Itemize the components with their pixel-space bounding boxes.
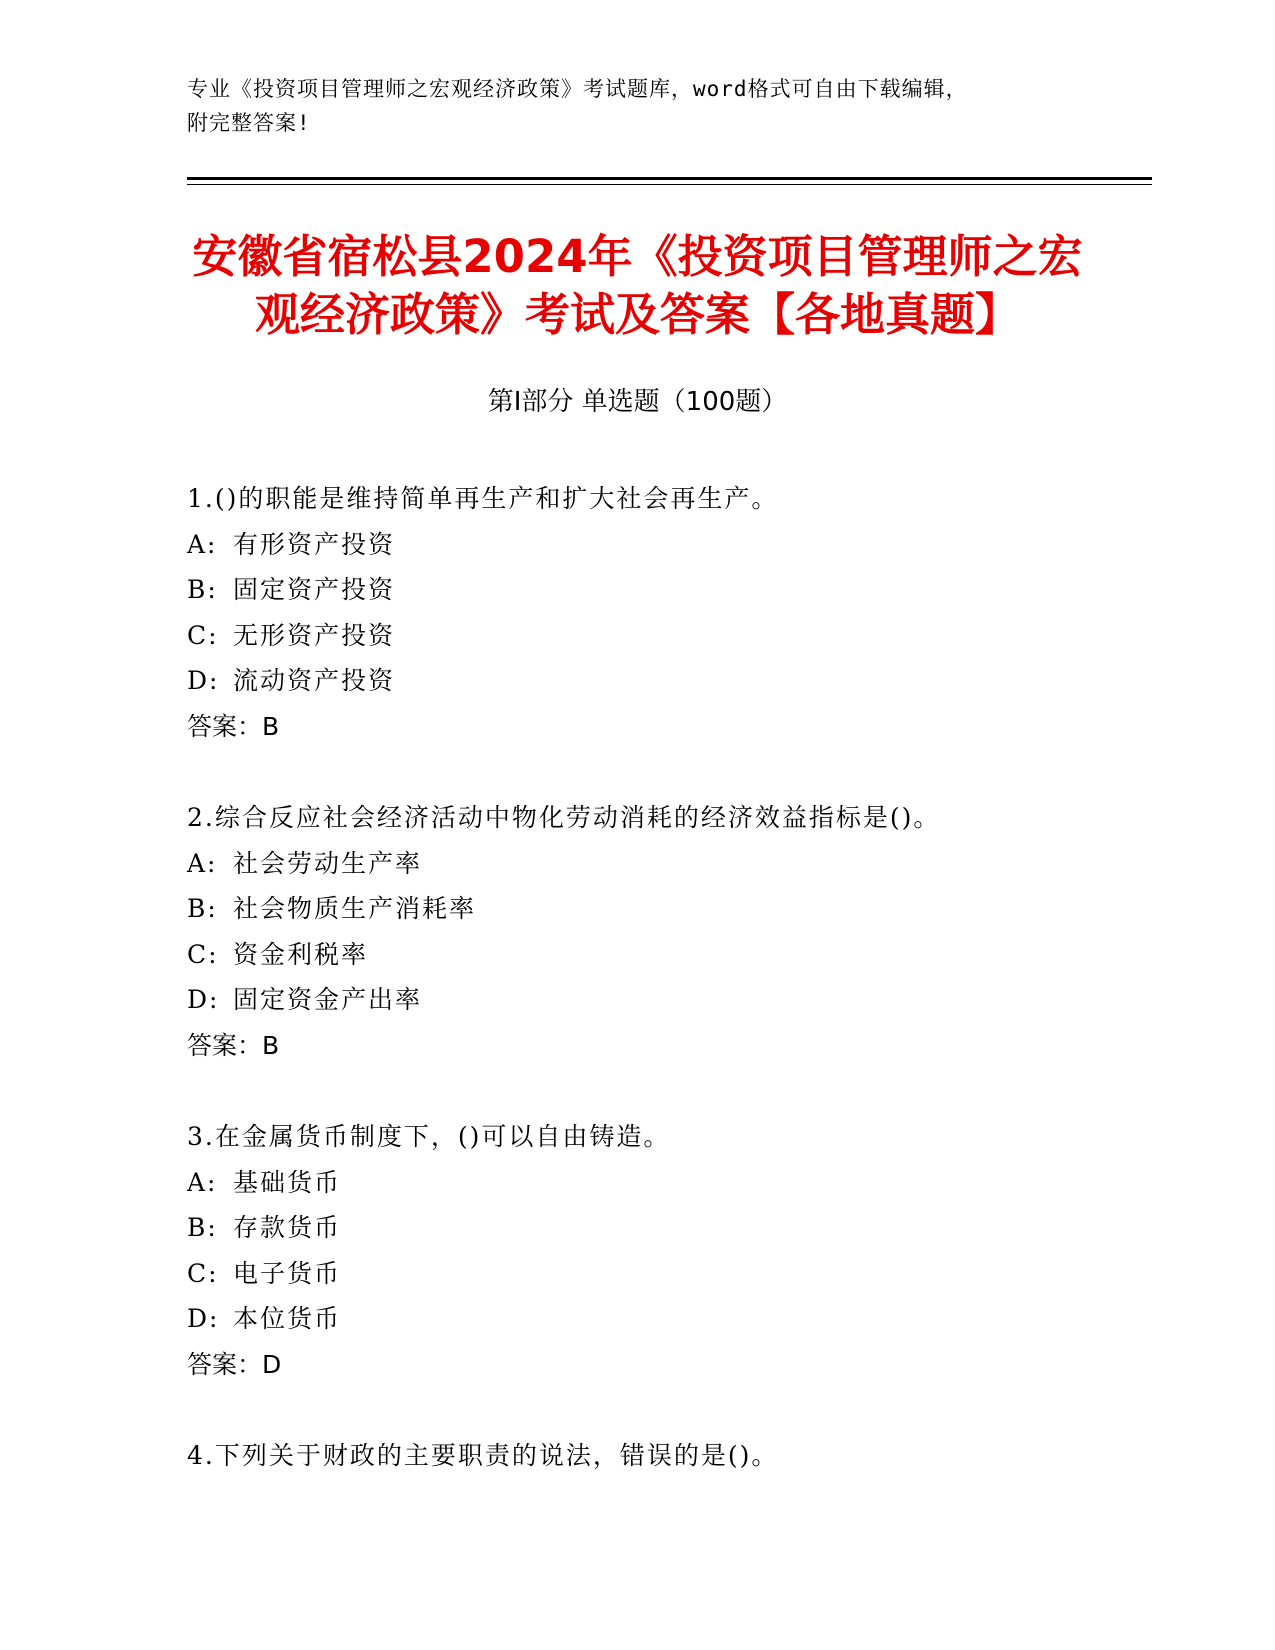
option-letter: C: [187,939,219,969]
option-letter: D: [187,985,220,1014]
option-letter: D: [187,1304,220,1333]
option-text: 固定资金产出率 [233,985,423,1014]
question-stem: 3.在金属货币制度下，()可以自由铸造。 [187,1122,671,1151]
option-text: 本位货币 [233,1304,342,1333]
document-title [120,228,1155,344]
option-text: 资金利税率 [233,939,369,969]
question-answer: 答案：D [187,1349,282,1379]
header-divider-thin [187,184,1152,185]
option-text: 存款货币 [233,1213,342,1242]
option-letter: A: [187,1167,218,1197]
header-note-line1: 专业《投资项目管理师之宏观经济政策》考试题库，word格式可自由下载编辑， [187,77,968,101]
option-c [187,613,1137,659]
question-3 [187,1114,1137,1387]
option-d [187,977,1137,1023]
question-stem: 1.()的职能是维持简单再生产和扩大社会再生产。 [187,484,779,513]
question-list [187,476,1137,1525]
option-letter: C: [187,620,219,650]
option-text: 有形资产投资 [233,529,396,559]
option-text: 社会物质生产消耗率 [233,894,477,923]
question-2 [187,795,1137,1068]
option-text: 基础货币 [233,1167,342,1197]
option-text: 固定资产投资 [233,575,396,604]
header-note [187,72,1087,140]
option-letter: A: [187,848,218,878]
option-b [187,567,1137,613]
question-stem: 2.综合反应社会经济活动中物化劳动消耗的经济效益指标是()。 [187,803,941,832]
option-letter: D: [187,666,220,695]
question-answer: 答案：B [187,711,280,741]
option-b [187,1205,1137,1251]
document-title-line2: 观经济政策》考试及答案【各地真题】 [254,288,1020,341]
option-text: 流动资产投资 [233,666,396,695]
document-title-line1: 安徽省宿松县2024年《投资项目管理师之宏 [192,230,1083,283]
option-letter: B: [187,894,218,923]
header-divider-thick [187,177,1152,180]
option-a [187,841,1137,887]
option-letter: A: [187,529,218,559]
question-4 [187,1433,1137,1479]
option-letter: B: [187,575,218,604]
option-d [187,658,1137,704]
option-a [187,522,1137,568]
option-text: 社会劳动生产率 [233,848,423,878]
option-a [187,1160,1137,1206]
question-stem: 4.下列关于财政的主要职责的说法，错误的是()。 [187,1441,779,1470]
option-letter: C: [187,1258,219,1288]
header-note-line2: 附完整答案! [187,111,311,135]
question-answer: 答案：B [187,1030,280,1060]
option-text: 电子货币 [233,1258,342,1288]
option-c [187,932,1137,978]
option-b [187,886,1137,932]
option-letter: B: [187,1213,218,1242]
option-c [187,1251,1137,1297]
question-1 [187,476,1137,749]
section-heading: 第Ⅰ部分 单选题（100题） [487,387,788,417]
option-d [187,1296,1137,1342]
option-text: 无形资产投资 [233,620,396,650]
